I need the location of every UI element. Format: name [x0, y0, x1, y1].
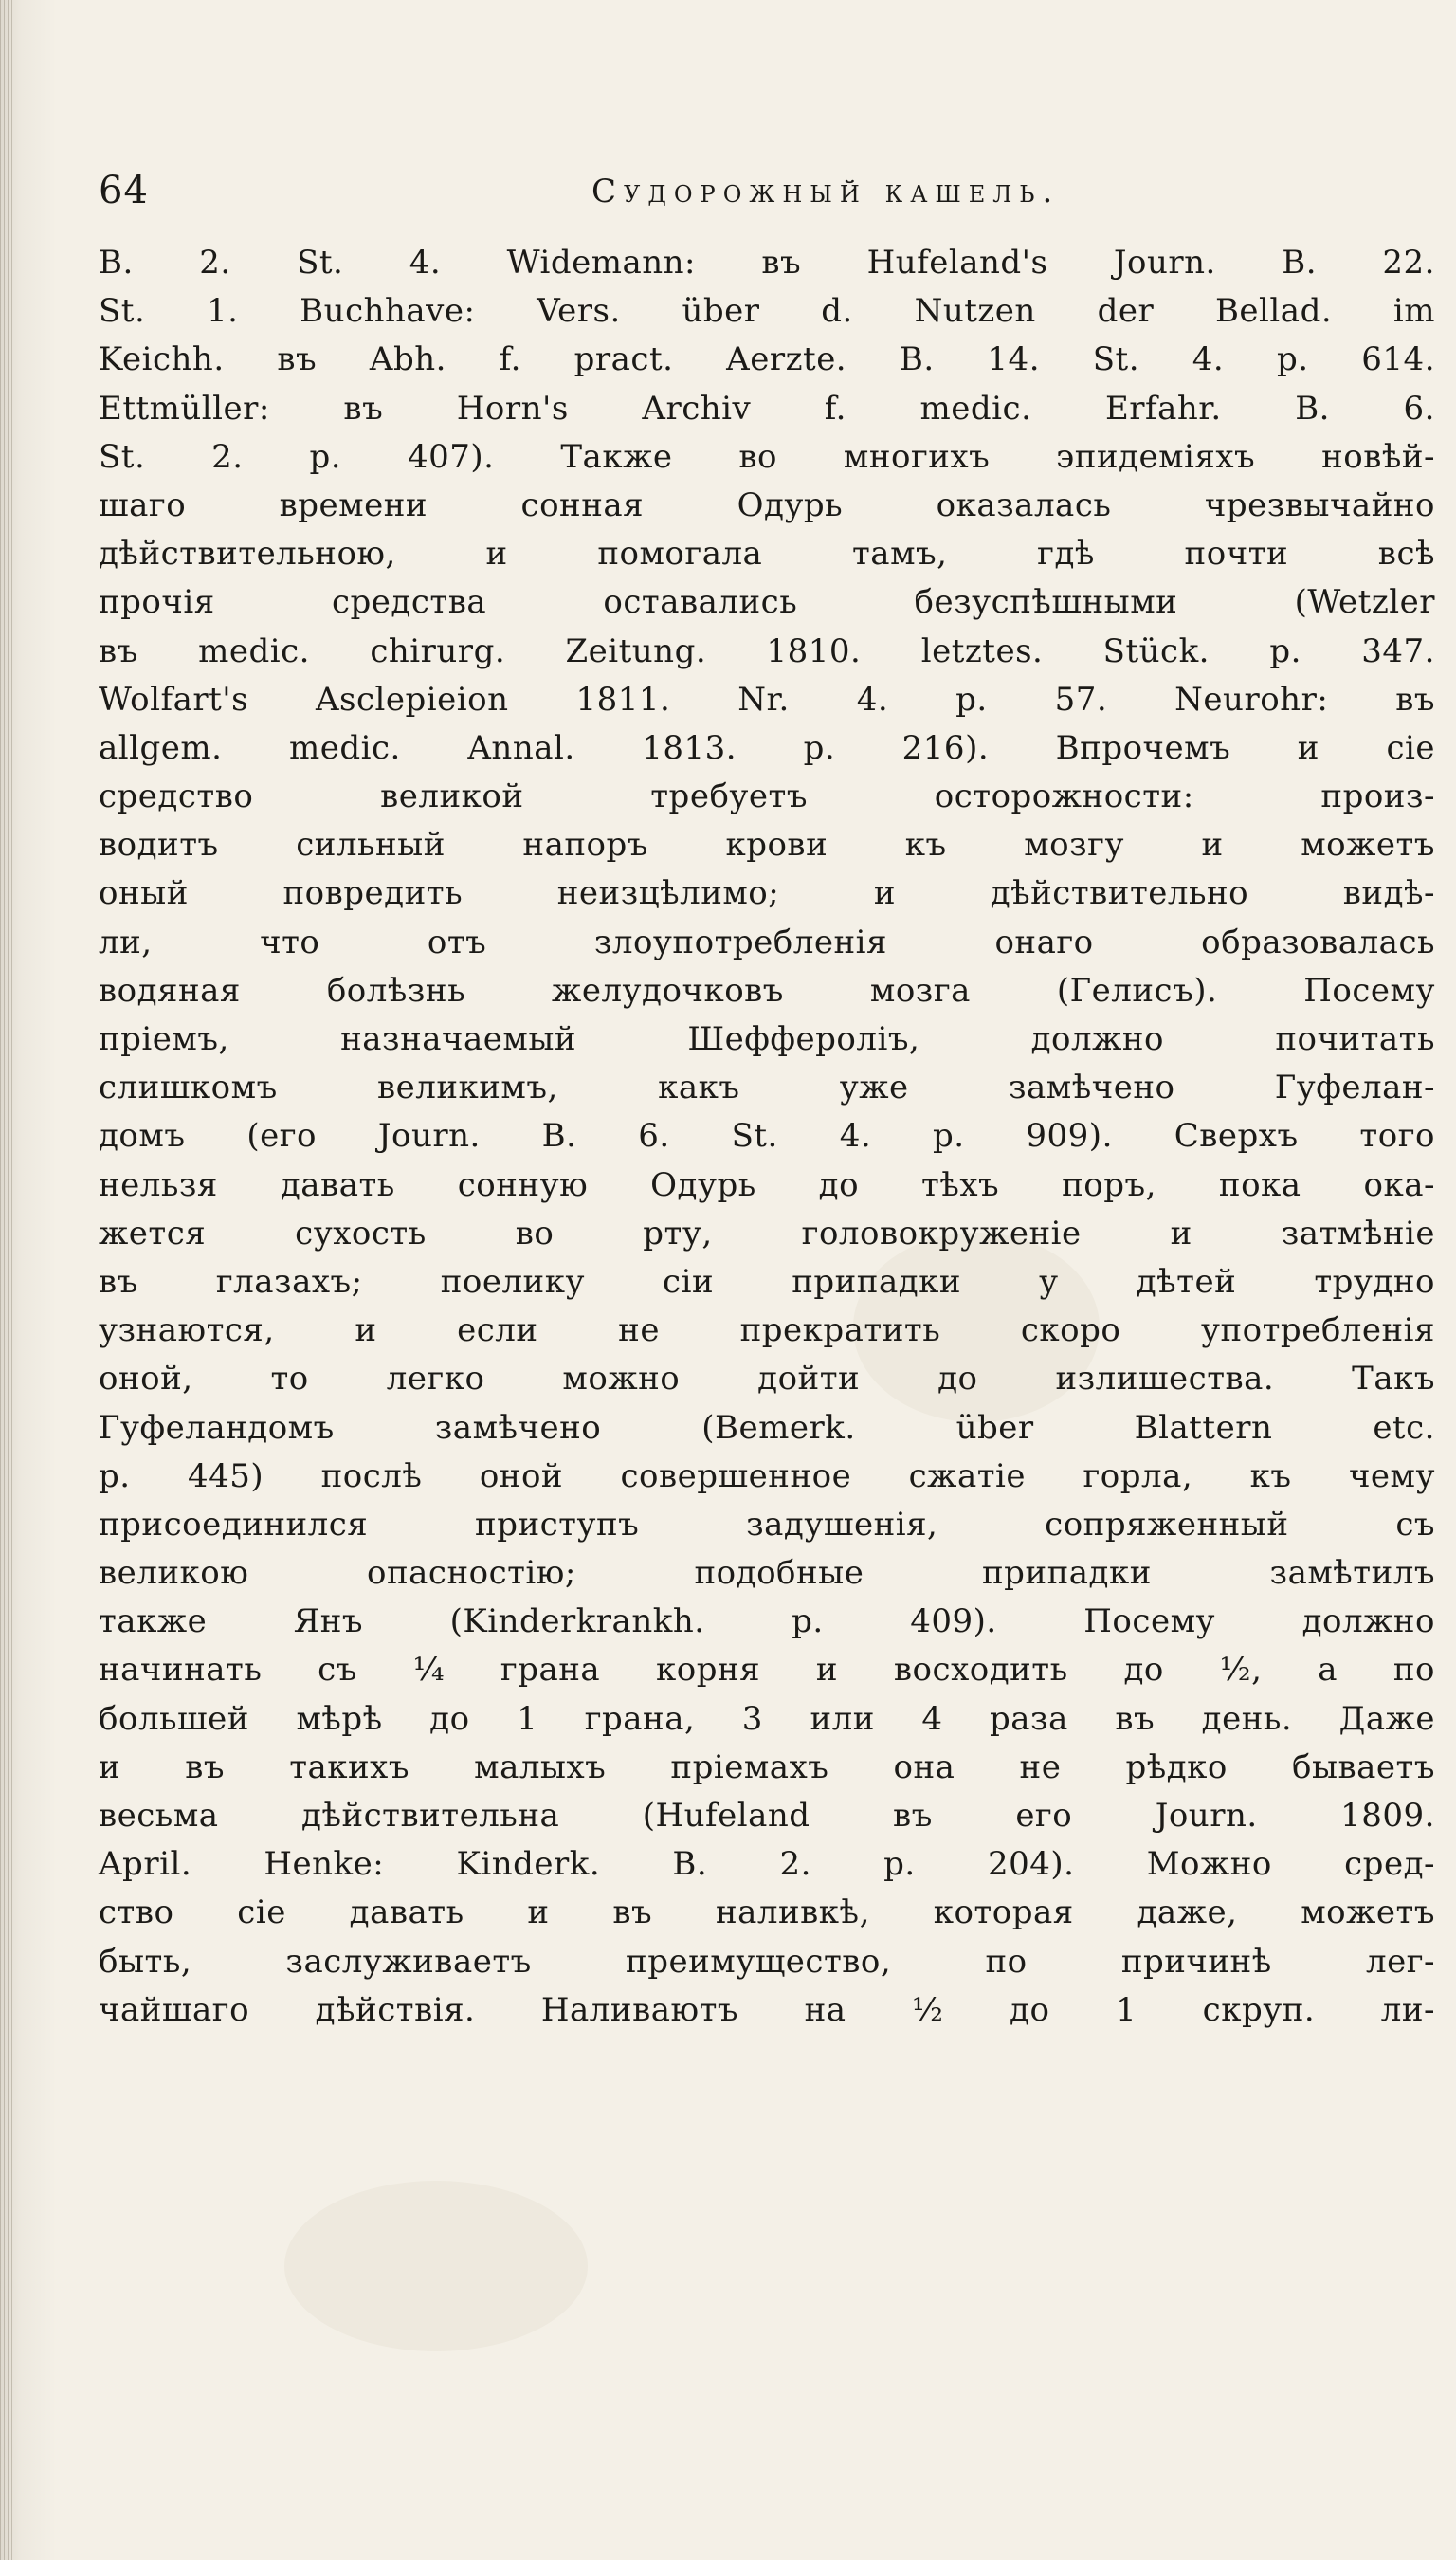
text-line: p. 445) послѣ оной совершенное сжатіе горла, къ чему	[99, 1456, 1435, 1495]
text-line: чайшаго дѣйствія. Наливаютъ на ½ до 1 скруп. ли-	[99, 1990, 1435, 2029]
text-line: весьма дѣйствительна (Hufeland въ его Journ. 1809.	[99, 1797, 1435, 1835]
text-line: средство великой требуетъ осторожности: произ-	[99, 777, 1435, 816]
text-line: нельзя давать сонную Одурь до тѣхъ поръ, пока ока-	[99, 1165, 1435, 1204]
text-line: Ettmüller: въ Horn's Archiv f. medic. Erfahr. B. 6.	[99, 389, 1435, 428]
running-title: Судорожный кашель.	[592, 173, 1061, 210]
text-line: начинать съ ¼ грана корня и восходить до ½, а по	[99, 1651, 1435, 1690]
running-head	[99, 169, 1217, 226]
text-line: Wolfart's Asclepieion 1811. Nr. 4. p. 57. Neurohr: въ	[99, 680, 1435, 719]
text-line: оной, то легко можно дойти до излишества. Такъ	[99, 1360, 1435, 1399]
text-line: allgem. medic. Annal. 1813. p. 216). Впрочемъ и сіе	[99, 728, 1435, 767]
book-spine-edge	[0, 0, 13, 2560]
text-line: St. 2. p. 407). Также во многихъ эпидеміяхъ новѣй-	[99, 437, 1435, 476]
text-line: ство сіе давать и въ наливкѣ, которая даже, можетъ	[99, 1893, 1435, 1932]
text-line: B. 2. St. 4. Widemann: въ Hufeland's Journ. B. 22.	[99, 244, 1435, 282]
text-line: St. 1. Buchhave: Vers. über d. Nutzen der Bellad. im	[99, 292, 1435, 331]
text-line: и въ такихъ малыхъ пріемахъ она не рѣдко бываетъ	[99, 1747, 1435, 1786]
text-line: Гуфеландомъ замѣчено (Bemerk. über Blattern etc.	[99, 1408, 1435, 1447]
text-line: быть, заслуживаетъ преимущество, по причинѣ лег-	[99, 1942, 1435, 1981]
text-line: дѣйствительною, и помогала тамъ, гдѣ почти всѣ	[99, 535, 1435, 574]
text-line: Keichh. въ Abh. f. pract. Aerzte. B. 14. St. 4. p. 614.	[99, 340, 1435, 379]
text-line: жется сухость во рту, головокруженіе и затмѣніе	[99, 1214, 1435, 1253]
text-line: домъ (его Journ. B. 6. St. 4. p. 909). Сверхъ того	[99, 1117, 1435, 1156]
body-text	[99, 239, 1435, 2035]
text-line: оный повредить неизцѣлимо; и дѣйствительно видѣ-	[99, 874, 1435, 913]
text-line: пріемъ, назначаемый Шеффероліъ, должно почитать	[99, 1020, 1435, 1058]
text-line: въ глазахъ; поелику сіи припадки у дѣтей трудно	[99, 1262, 1435, 1301]
text-line: въ medic. chirurg. Zeitung. 1810. letztes. Stück. p. 347.	[99, 631, 1435, 670]
page-number: 64	[99, 169, 149, 212]
text-line: прочія средства оставались безуспѣшными (Wetzler	[99, 583, 1435, 622]
text-line: April. Henke: Kinderk. B. 2. p. 204). Можно сред-	[99, 1845, 1435, 1884]
text-line: ли, что отъ злоупотребленія онаго образовалась	[99, 923, 1435, 961]
text-line: шаго времени сонная Одурь оказалась чрезвычайно	[99, 485, 1435, 524]
text-line: водяная болѣзнь желудочковъ мозга (Гелисъ). Посему	[99, 971, 1435, 1010]
paper-stain	[284, 2181, 588, 2351]
text-line: большей мѣрѣ до 1 грана, 3 или 4 раза въ день. Даже	[99, 1699, 1435, 1738]
text-line: присоединился приступъ задушенія, сопряженный съ	[99, 1505, 1435, 1544]
text-line: водитъ сильный напоръ крови къ мозгу и можетъ	[99, 826, 1435, 865]
text-line: также Янъ (Kinderkrankh. p. 409). Посему должно	[99, 1602, 1435, 1641]
text-line: слишкомъ великимъ, какъ уже замѣчено Гуфелан-	[99, 1069, 1435, 1107]
text-line: узнаются, и если не прекратить скоро употребленія	[99, 1311, 1435, 1350]
text-line: великою опасностію; подобные припадки замѣтилъ	[99, 1554, 1435, 1593]
